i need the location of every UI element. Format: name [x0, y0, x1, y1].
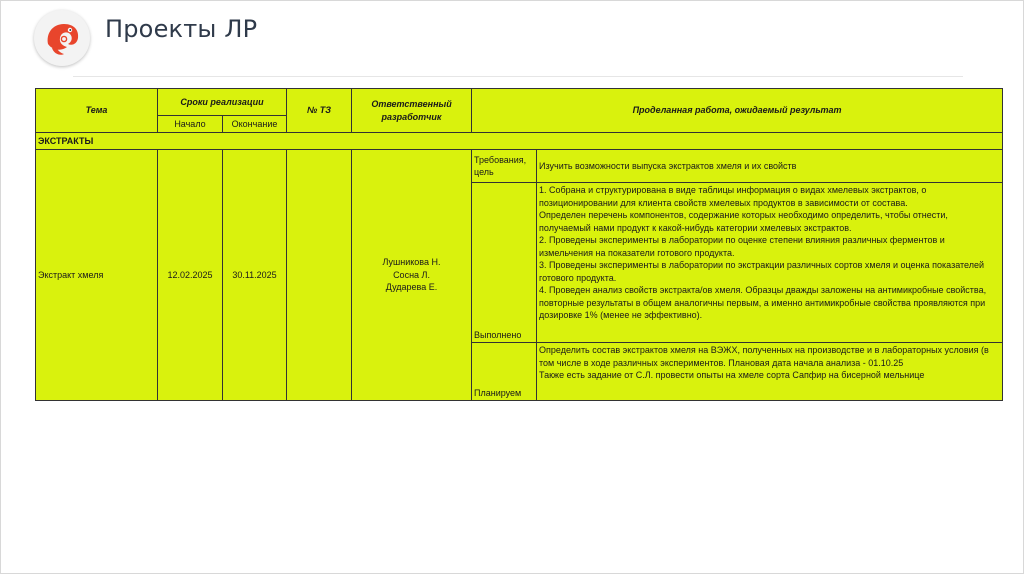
projects-table	[35, 88, 1003, 401]
requirements-text: Изучить возможности выпуска экстрактов хмеля и их свойств	[537, 150, 1003, 183]
done-text: 1. Собрана и структурирована в виде таблицы информация о видах хмелевых экстрактов, о позиционировании для клиента свойств хмелевых продуктов в зависимости от состава. Определен перечень компонентов, содержание которых необходимо определить, чтобы отнести, получаемый нами продукт к какой-нибудь категории хмелевых экстрактов. 2. Проведены эксперименты в лаборатории по оценке степени влияния различных ферментов и измельчения на показатели готового продукта. 3. Проведены эксперименты в лаборатории по экстракции различных сортов хмеля и оценка показателей готового продукта. 4. Проведен анализ свойств экстракта/ов хмеля. Образцы дважды заложены на антимикробные свойства, повторные результаты в общем аналогичны первым, а именно антимикробные свойства проявляются при дозировке 1% (менее не эффективно).	[537, 183, 1003, 343]
header-start: Начало	[158, 116, 223, 133]
done-label: Выполнено	[472, 183, 537, 343]
header-timeline: Сроки реализации	[158, 89, 287, 116]
section-label: ЭКСТРАКТЫ	[36, 133, 1003, 150]
page-title: Проекты ЛР	[105, 15, 258, 43]
row-start-date: 12.02.2025	[158, 150, 223, 401]
header-work: Проделанная работа, ожидаемый результат	[472, 89, 1003, 133]
chameleon-icon	[34, 10, 90, 66]
header-topic: Тема	[36, 89, 158, 133]
header-tz: № ТЗ	[287, 89, 352, 133]
header-end: Окончание	[223, 116, 287, 133]
planned-text: Определить состав экстрактов хмеля на ВЭЖХ, полученных на производстве и в лабораторных условия (в том числе в ходе различных экспериментов. Плановая дата начала анализа - 01.10.25 Также есть задание от С.Л. провести опыты на хмеле сорта Сапфир на бисерной мельнице	[537, 343, 1003, 401]
row-tz	[287, 150, 352, 401]
header-developer: Ответственный разработчик	[352, 89, 472, 133]
planned-label: Планируем	[472, 343, 537, 401]
row-topic: Экстракт хмеля	[36, 150, 158, 401]
title-divider	[73, 76, 963, 77]
row-developer: Лушникова Н. Сосна Л. Дударева Е.	[352, 150, 472, 401]
requirements-label: Требования, цель	[472, 150, 537, 183]
row-end-date: 30.11.2025	[223, 150, 287, 401]
